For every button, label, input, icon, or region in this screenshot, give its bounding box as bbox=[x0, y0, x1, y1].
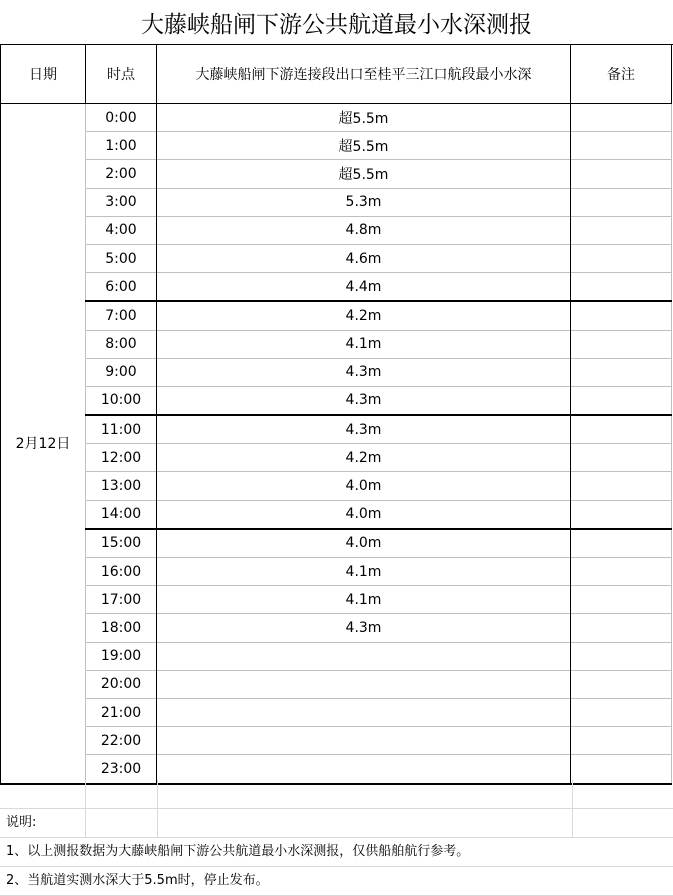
remark-cell bbox=[571, 500, 672, 529]
remark-cell bbox=[571, 216, 672, 244]
depth-cell: 4.3m bbox=[157, 614, 571, 642]
time-cell: 5:00 bbox=[86, 244, 157, 272]
table-row bbox=[1, 132, 672, 160]
remark-cell bbox=[571, 244, 672, 272]
time-cell: 4:00 bbox=[86, 216, 157, 244]
table-row bbox=[1, 273, 672, 302]
depth-cell: 5.3m bbox=[157, 188, 571, 216]
remark-cell bbox=[571, 698, 672, 726]
table-row bbox=[1, 216, 672, 244]
time-cell: 7:00 bbox=[86, 301, 157, 330]
time-cell: 14:00 bbox=[86, 500, 157, 529]
time-cell: 6:00 bbox=[86, 273, 157, 302]
table-body bbox=[1, 104, 672, 784]
remark-cell bbox=[571, 132, 672, 160]
table-row bbox=[1, 330, 672, 358]
time-cell: 21:00 bbox=[86, 698, 157, 726]
table-row bbox=[1, 500, 672, 529]
time-cell: 23:00 bbox=[86, 755, 157, 784]
header-date: 日期 bbox=[1, 45, 86, 104]
table-row bbox=[1, 386, 672, 415]
depth-cell: 4.0m bbox=[157, 500, 571, 529]
remark-cell bbox=[571, 188, 672, 216]
grid-line bbox=[572, 809, 573, 837]
header-time: 时点 bbox=[86, 45, 157, 104]
depth-cell: 4.6m bbox=[157, 244, 571, 272]
table-row bbox=[1, 614, 672, 642]
time-cell: 8:00 bbox=[86, 330, 157, 358]
remark-cell bbox=[571, 273, 672, 302]
table-row bbox=[1, 301, 672, 330]
depth-cell: 4.8m bbox=[157, 216, 571, 244]
remark-cell bbox=[571, 330, 672, 358]
note-line-1: 1、以上测报数据为大藤峡船闸下游公共航道最小水深测报，仅供船舶航行参考。 bbox=[6, 844, 470, 859]
table-row bbox=[1, 698, 672, 726]
note-line-2: 2、当航道实测水深大于5.5m时，停止发布。 bbox=[6, 873, 269, 888]
grid-line bbox=[157, 780, 158, 808]
remark-cell bbox=[571, 472, 672, 500]
depth-cell: 4.1m bbox=[157, 330, 571, 358]
depth-table bbox=[0, 44, 672, 785]
table-row bbox=[1, 472, 672, 500]
grid-line bbox=[85, 809, 86, 837]
depth-cell: 超5.5m bbox=[157, 132, 571, 160]
time-cell: 18:00 bbox=[86, 614, 157, 642]
depth-cell: 4.1m bbox=[157, 558, 571, 586]
depth-cell: 4.2m bbox=[157, 301, 571, 330]
depth-cell bbox=[157, 642, 571, 670]
depth-cell: 4.4m bbox=[157, 273, 571, 302]
notes-label-row bbox=[0, 809, 673, 838]
header-row bbox=[1, 45, 672, 104]
table-row bbox=[1, 727, 672, 755]
remark-cell bbox=[571, 301, 672, 330]
depth-cell: 4.1m bbox=[157, 586, 571, 614]
time-cell: 22:00 bbox=[86, 727, 157, 755]
table-row bbox=[1, 529, 672, 558]
depth-cell: 4.0m bbox=[157, 472, 571, 500]
note-row-2 bbox=[0, 867, 673, 896]
table-row bbox=[1, 558, 672, 586]
time-cell: 2:00 bbox=[86, 160, 157, 188]
grid-line bbox=[157, 809, 158, 837]
remark-cell bbox=[571, 358, 672, 386]
depth-cell: 4.3m bbox=[157, 358, 571, 386]
notes-label: 说明: bbox=[6, 815, 37, 830]
remark-cell bbox=[571, 529, 672, 558]
time-cell: 19:00 bbox=[86, 642, 157, 670]
table-row bbox=[1, 244, 672, 272]
report-title: 大藤峡船闸下游公共航道最小水深测报 bbox=[0, 0, 673, 45]
time-cell: 15:00 bbox=[86, 529, 157, 558]
depth-cell: 超5.5m bbox=[157, 104, 571, 132]
table-row bbox=[1, 415, 672, 444]
depth-cell: 4.3m bbox=[157, 415, 571, 444]
time-cell: 10:00 bbox=[86, 386, 157, 415]
header-depth: 大藤峡船闸下游连接段出口至桂平三江口航段最小水深 bbox=[157, 45, 571, 104]
footer-notes bbox=[0, 780, 673, 896]
date-cell: 2月12日 bbox=[1, 104, 86, 784]
time-cell: 17:00 bbox=[86, 586, 157, 614]
remark-cell bbox=[571, 444, 672, 472]
time-cell: 11:00 bbox=[86, 415, 157, 444]
depth-cell bbox=[157, 727, 571, 755]
remark-cell bbox=[571, 558, 672, 586]
time-cell: 20:00 bbox=[86, 670, 157, 698]
table-row bbox=[1, 642, 672, 670]
table-row bbox=[1, 104, 672, 132]
depth-cell bbox=[157, 670, 571, 698]
note-row-1 bbox=[0, 838, 673, 867]
depth-cell: 4.2m bbox=[157, 444, 571, 472]
time-cell: 9:00 bbox=[86, 358, 157, 386]
header-remark: 备注 bbox=[571, 45, 672, 104]
time-cell: 12:00 bbox=[86, 444, 157, 472]
grid-line bbox=[85, 780, 86, 808]
depth-cell: 4.0m bbox=[157, 529, 571, 558]
time-cell: 0:00 bbox=[86, 104, 157, 132]
blank-row bbox=[0, 780, 673, 809]
remark-cell bbox=[571, 160, 672, 188]
depth-cell: 超5.5m bbox=[157, 160, 571, 188]
time-cell: 13:00 bbox=[86, 472, 157, 500]
remark-cell bbox=[571, 104, 672, 132]
table-row bbox=[1, 670, 672, 698]
remark-cell bbox=[571, 586, 672, 614]
table-row bbox=[1, 358, 672, 386]
table-row bbox=[1, 586, 672, 614]
table-row bbox=[1, 188, 672, 216]
remark-cell bbox=[571, 670, 672, 698]
table-row bbox=[1, 444, 672, 472]
remark-cell bbox=[571, 642, 672, 670]
time-cell: 16:00 bbox=[86, 558, 157, 586]
remark-cell bbox=[571, 727, 672, 755]
depth-cell: 4.3m bbox=[157, 386, 571, 415]
table-row bbox=[1, 160, 672, 188]
remark-cell bbox=[571, 415, 672, 444]
grid-line bbox=[572, 780, 573, 808]
time-cell: 3:00 bbox=[86, 188, 157, 216]
time-cell: 1:00 bbox=[86, 132, 157, 160]
depth-cell bbox=[157, 698, 571, 726]
remark-cell bbox=[571, 386, 672, 415]
remark-cell bbox=[571, 614, 672, 642]
